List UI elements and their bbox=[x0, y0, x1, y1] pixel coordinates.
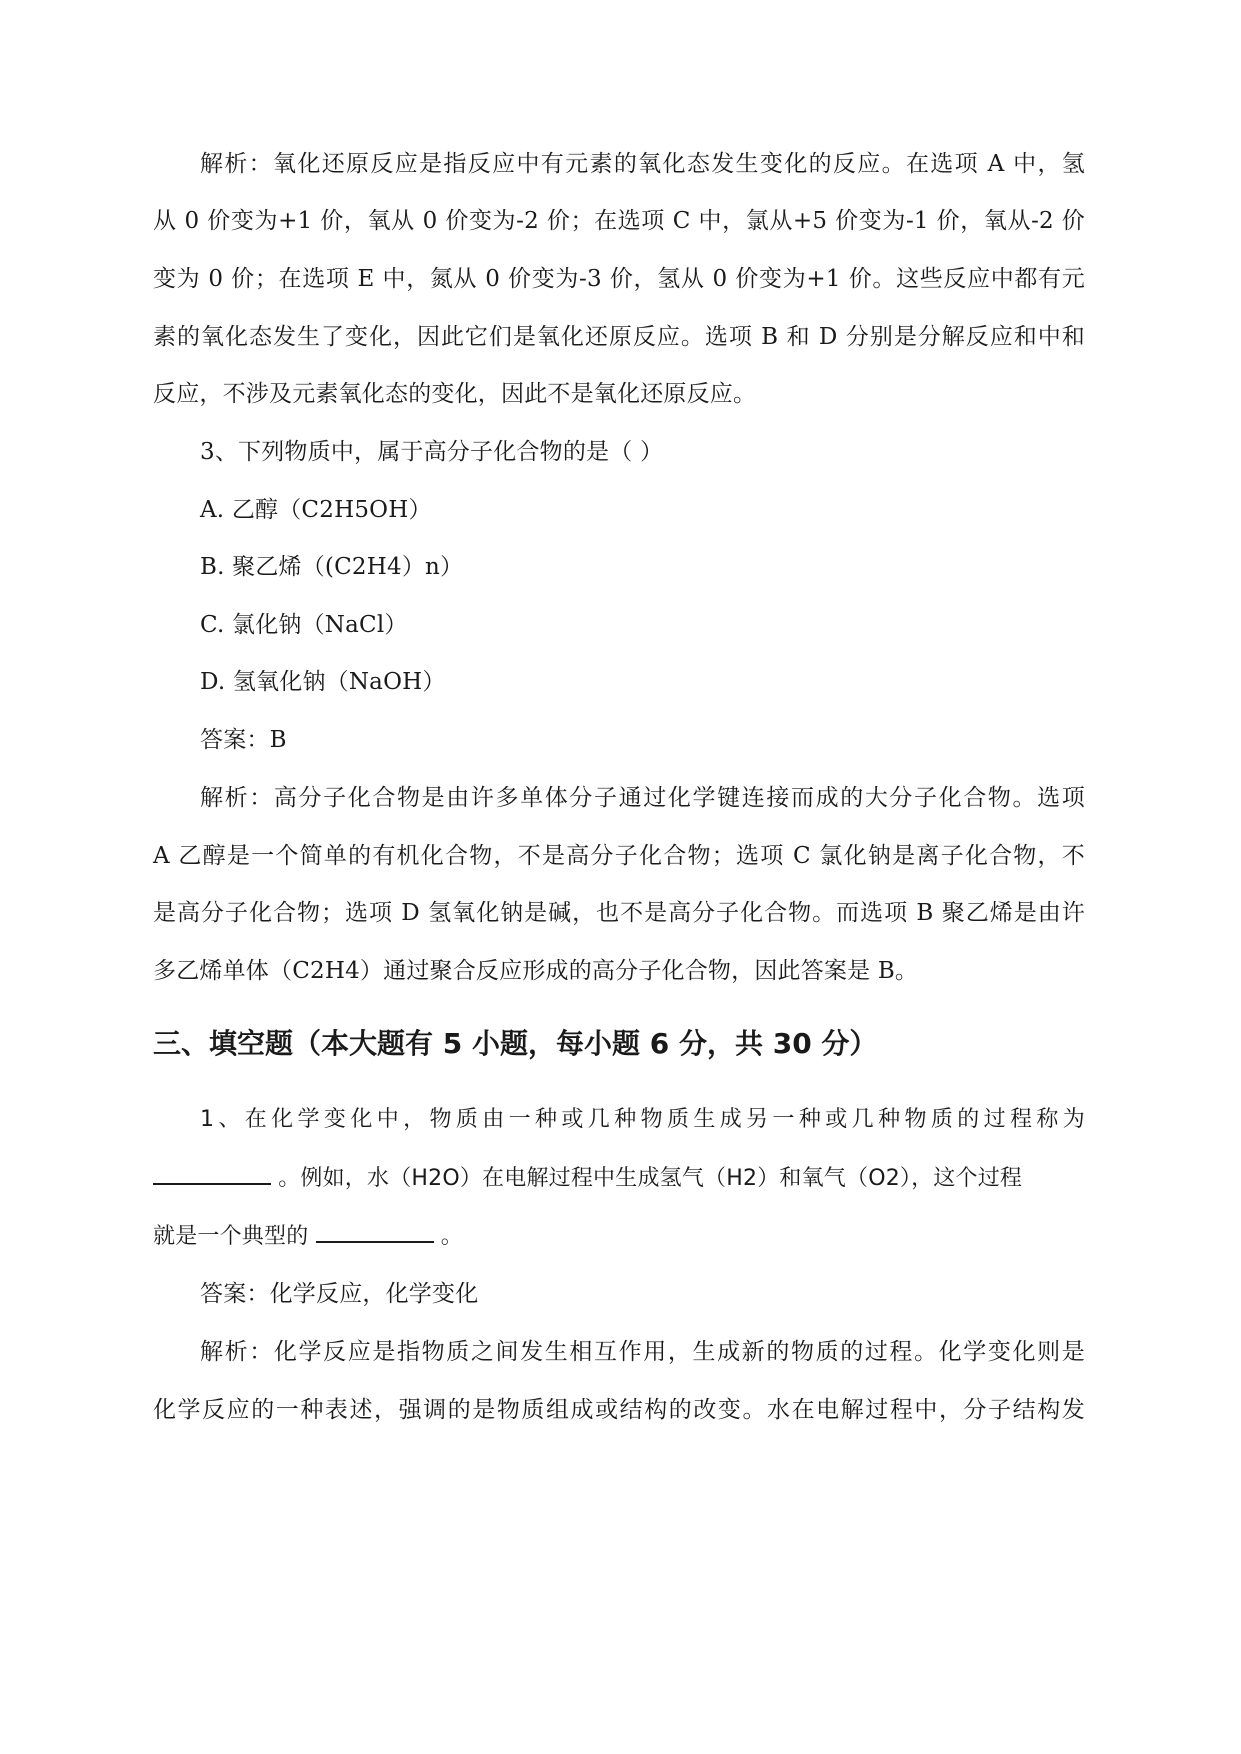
analysis-line-5: 反应，不涉及元素氧化态的变化，因此不是氧化还原反应。 bbox=[153, 381, 757, 407]
fill-question-1-line-3 bbox=[153, 1221, 463, 1252]
analysis-line-1: 解析：氧化还原反应是指反应中有元素的氧化态发生变化的反应。在选项 A 中，氢 bbox=[200, 151, 1085, 177]
analysis-line-4: 素的氧化态发生了变化，因此它们是氧化还原反应。选项 B 和 D 分别是分解反应和中和 bbox=[153, 324, 1085, 350]
section-heading: 三、填空题（本大题有 5 小题，每小题 6 分，共 30 分） bbox=[153, 1027, 878, 1060]
fill-question-1-line-2-text: 。例如，水（H2O）在电解过程中生成氢气（H2）和氧气（O2），这个过程 bbox=[271, 1166, 1023, 1191]
analysis-line-3: 变为 0 价；在选项 E 中，氮从 0 价变为-3 价，氢从 0 价变为+1 价。这些反应中都有元 bbox=[153, 266, 1085, 292]
fill-question-1-analysis-line-2: 化学反应的一种表述，强调的是物质组成或结构的改变。水在电解过程中，分子结构发 bbox=[153, 1397, 1085, 1423]
question-3-option-b: B. 聚乙烯（(C2H4）n） bbox=[200, 554, 464, 580]
question-3-option-c: C. 氯化钠（NaCl） bbox=[200, 612, 408, 638]
question-3-option-a: A. 乙醇（C2H5OH） bbox=[200, 497, 432, 523]
fill-question-1-answer: 答案：化学反应，化学变化 bbox=[200, 1281, 479, 1307]
question-3-analysis-line-3: 是高分子化合物；选项 D 氢氧化钠是碱，也不是高分子化合物。而选项 B 聚乙烯是由许 bbox=[153, 900, 1085, 926]
answer-blank-2 bbox=[316, 1221, 434, 1243]
fill-question-1-line-3-end: 。 bbox=[433, 1224, 463, 1249]
fill-question-1-analysis-line-1: 解析：化学反应是指物质之间发生相互作用，生成新的物质的过程。化学变化则是 bbox=[200, 1339, 1085, 1365]
question-3-analysis-line-1: 解析：高分子化合物是由许多单体分子通过化学键连接而成的大分子化合物。选项 bbox=[200, 785, 1085, 811]
answer-blank-1 bbox=[153, 1163, 271, 1185]
question-3-stem: 3、下列物质中，属于高分子化合物的是（ ） bbox=[200, 439, 664, 465]
analysis-line-2: 从 0 价变为+1 价，氧从 0 价变为-2 价；在选项 C 中，氯从+5 价变为-1 价，氧从-2 价 bbox=[153, 208, 1085, 234]
fill-question-1-line-1: 1、在化学变化中，物质由一种或几种物质生成另一种或几种物质的过程称为 bbox=[200, 1107, 1085, 1132]
question-3-analysis-line-2: A 乙醇是一个简单的有机化合物，不是高分子化合物；选项 C 氯化钠是离子化合物，不 bbox=[153, 843, 1085, 869]
fill-question-1-line-2 bbox=[153, 1163, 1022, 1194]
question-3-analysis-line-4: 多乙烯单体（C2H4）通过聚合反应形成的高分子化合物，因此答案是 B。 bbox=[153, 958, 919, 984]
question-3-option-d: D. 氢氧化钠（NaOH） bbox=[200, 669, 446, 695]
fill-question-1-line-3-text: 就是一个典型的 bbox=[153, 1224, 316, 1249]
question-3-answer: 答案：B bbox=[200, 727, 287, 753]
